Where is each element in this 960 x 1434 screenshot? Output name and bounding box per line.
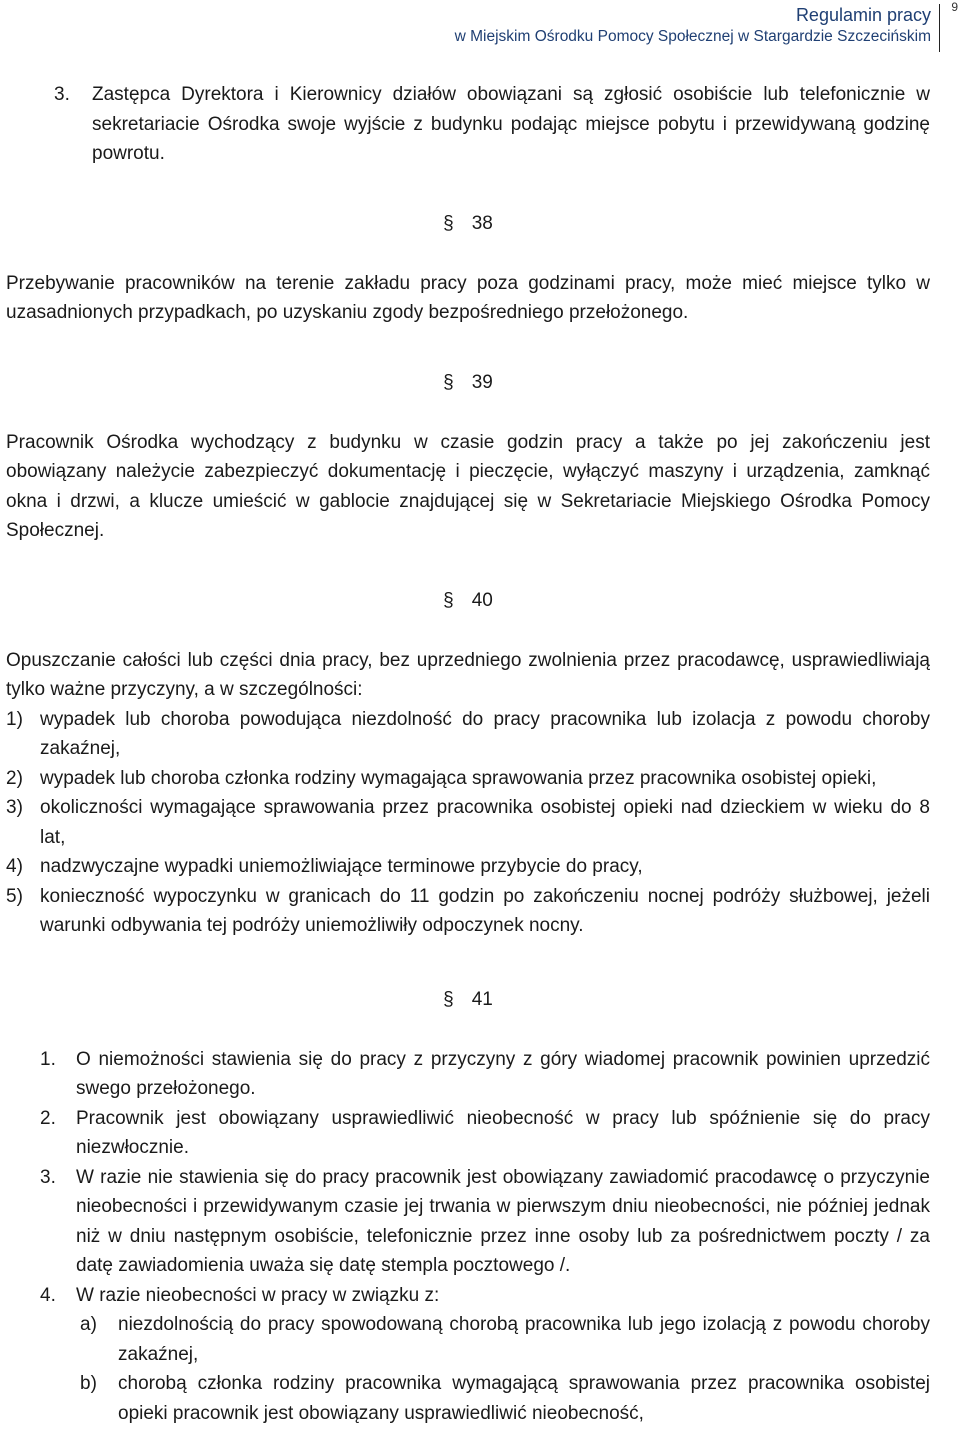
list-item <box>6 882 930 941</box>
list-item <box>6 1163 930 1281</box>
sub-list-item <box>6 1310 930 1369</box>
section-number: 40 <box>471 589 493 611</box>
sub-list-item <box>6 1369 930 1428</box>
section-symbol: § <box>443 371 454 393</box>
list-item-number: 4) <box>6 856 23 877</box>
list-item <box>6 793 930 852</box>
list-item <box>6 764 930 794</box>
section-heading-39 <box>6 368 930 398</box>
list-item-number: 2) <box>6 767 23 789</box>
section-number: 41 <box>471 988 493 1010</box>
list-item-text: W razie nie stawienia się do pracy pracownik jest obowiązany zawiadomić pracodawcę o przyczynie nieobecności i przewidywanym czasie jej trwania w pierwszym dniu nieobecności, nie później jednak niż w dniu następnym osobiście, telefonicznie przez inne osoby lub za pośrednictwem poczty / za datę zawiadomienia uważa się datę stempla pocztowego /. <box>76 1166 930 1276</box>
list-item-number: 3) <box>6 797 23 818</box>
section-number: 38 <box>471 212 493 234</box>
sub-list-item-text: niezdolnością do pracy spowodowaną chorobą pracownika lub jego izolacją z powodu choroby zakaźnej, <box>118 1314 930 1365</box>
sub-list-item-letter: a) <box>80 1314 97 1335</box>
list-item <box>6 1104 930 1163</box>
section-symbol: § <box>443 212 454 234</box>
section-heading-41 <box>6 985 930 1015</box>
section-symbol: § <box>443 988 454 1010</box>
sub-list-item-text: chorobą członka rodziny pracownika wymagającą sprawowania przez pracownika osobistej opieki pracownik jest obowiązany usprawiedliwić nieobecność, <box>118 1373 930 1424</box>
section-symbol: § <box>443 589 454 611</box>
list-item-text: nadzwyczajne wypadki uniemożliwiające terminowe przybycie do pracy, <box>40 856 643 877</box>
list-item <box>6 852 930 882</box>
list-item <box>6 705 930 764</box>
header-title: Regulamin pracy <box>795 5 931 25</box>
list-item-number: 5) <box>6 885 23 907</box>
document-body <box>6 80 930 1428</box>
list-item-number: 2. <box>40 1107 56 1129</box>
section-40-intro: Opuszczanie całości lub części dnia pracy, bez uprzedniego zwolnienia przez pracodawcę, usprawiedliwiają tylko ważne przyczyny, a w szczególności: <box>6 649 930 700</box>
page-header <box>240 4 940 52</box>
item-number: 3. <box>54 84 70 105</box>
section-heading-38 <box>6 209 930 239</box>
sub-list-item-letter: b) <box>80 1373 97 1394</box>
list-item <box>6 1281 930 1311</box>
list-item-text: O niemożności stawienia się do pracy z przyczyny z góry wiadomej pracownik powinien uprzedzić swego przełożonego. <box>76 1048 930 1099</box>
page-number: 9 <box>951 0 958 14</box>
section-heading-40 <box>6 586 930 616</box>
list-item-number: 4. <box>40 1284 56 1306</box>
list-item-text: W razie nieobecności w pracy w związku z: <box>76 1284 440 1306</box>
item-text: Zastępca Dyrektora i Kierownicy działów obowiązani są zgłosić osobiście lub telefonicznie w sekretariacie Ośrodka swoje wyjście z budynku podając miejsce pobytu i przewidywaną godzinę powrotu. <box>92 84 930 164</box>
list-item-text: konieczność wypoczynku w granicach do 11 godzin po zakończeniu nocnej podróży służbowej, jeżeli warunki odbywania tej podróży uniemożliwiły odpoczynek nocny. <box>40 885 930 936</box>
header-subtitle: w Miejskim Ośrodku Pomocy Społecznej w Stargardzie Szczecińskim <box>454 28 931 45</box>
list-item-number: 1. <box>40 1048 56 1070</box>
list-item-number: 3. <box>40 1166 56 1188</box>
list-item <box>6 1045 930 1104</box>
list-item-text: okoliczności wymagające sprawowania przez pracownika osobistej opieki nad dzieckiem w wieku do 8 lat, <box>40 797 930 848</box>
list-item-number: 1) <box>6 708 23 730</box>
list-item-text: wypadek lub choroba powodująca niezdolność do pracy pracownika lub izolacja z powodu choroby zakaźnej, <box>40 708 930 759</box>
section-38-text: Przebywanie pracowników na terenie zakładu pracy poza godzinami pracy, może mieć miejsce tylko w uzasadnionych przypadkach, po uzyskaniu zgody bezpośredniego przełożonego. <box>6 272 930 323</box>
section-number: 39 <box>471 371 493 393</box>
list-item-text: Pracownik jest obowiązany usprawiedliwić nieobecność w pracy lub spóźnienie się do pracy niezwłocznie. <box>76 1107 930 1158</box>
section-39-text: Pracownik Ośrodka wychodzący z budynku w czasie godzin pracy a także po jej zakończeniu jest obowiązany należycie zabezpieczyć dokumentację i pieczęcie, wyłączyć maszyny i urządzenia, zamknąć okna i drzwi, a klucze umieścić w gablocie znajdującej się w Sekretariacie Miejskiego Ośrodka Pomocy Społecznej. <box>6 431 930 541</box>
paragraph-item-3 <box>6 80 930 169</box>
list-item-text: wypadek lub choroba członka rodziny wymagająca sprawowania przez pracownika osobistej opieki, <box>40 767 877 789</box>
